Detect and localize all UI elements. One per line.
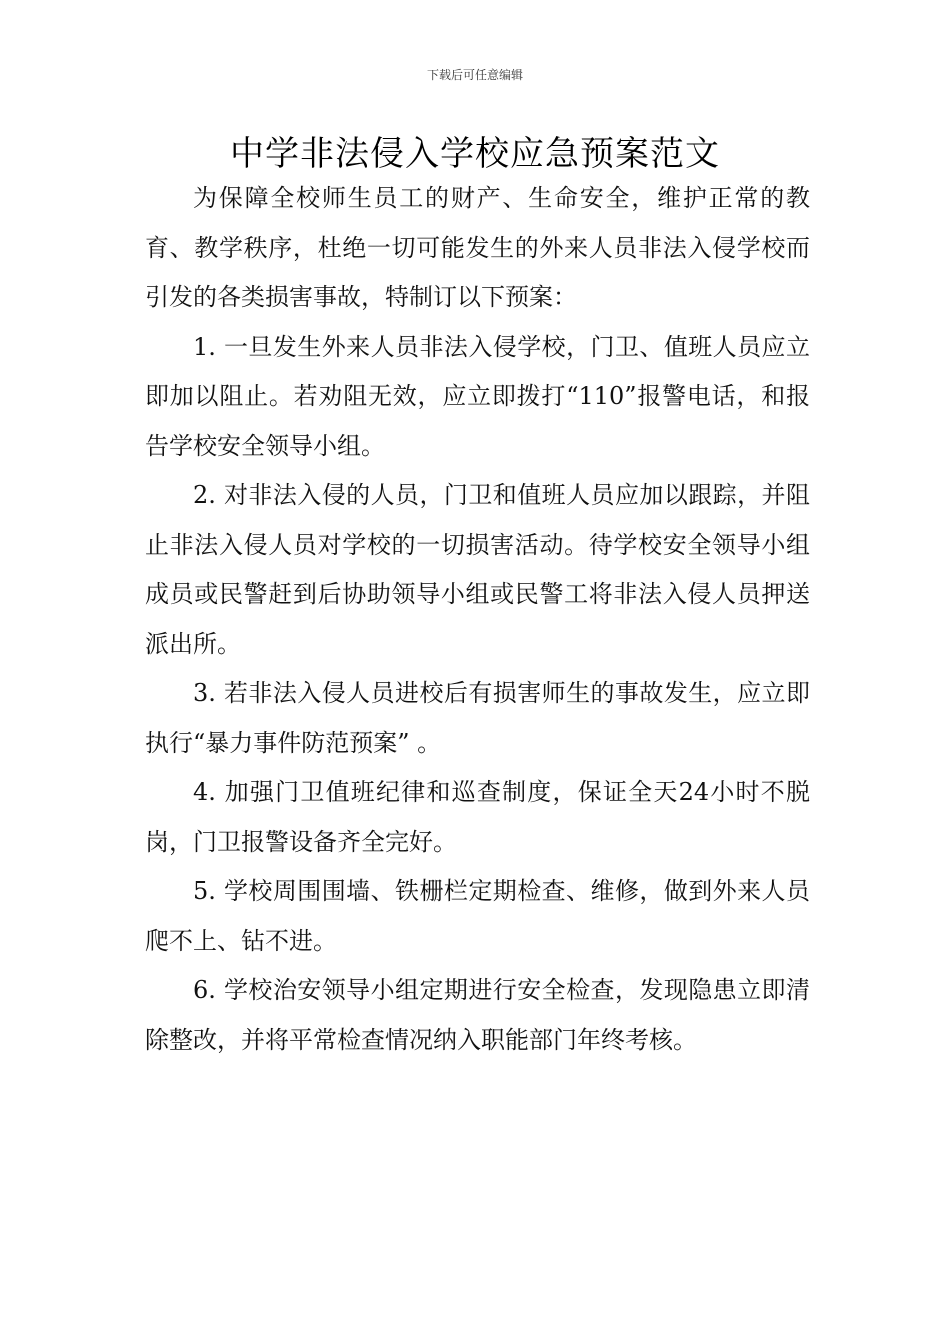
item-paragraph-1: 1. 一旦发生外来人员非法入侵学校，门卫、值班人员应立即加以阻止。若劝阻无效，应立即拨打“110”报警电话，和报告学校安全领导小组。: [145, 332, 810, 460]
item-paragraph-5: 5. 学校周围围墙、铁栅栏定期检查、维修，做到外来人员爬不上、钻不进。: [145, 877, 810, 955]
header-note: 下载后可任意编辑: [426, 68, 523, 82]
document-body: [145, 174, 810, 1065]
intro-paragraph: 为保障全校师生员工的财产、生命安全，维护正常的教育、教学秩序，杜绝一切可能发生的外来人员非法入侵学校而引发的各类损害事故，特制订以下预案：: [145, 184, 810, 311]
item-paragraph-4: 4. 加强门卫值班纪律和巡查制度，保证全天24小时不脱岗，门卫报警设备齐全完好。: [145, 778, 810, 856]
item-paragraph-6: 6. 学校治安领导小组定期进行安全检查，发现隐患立即清除整改，并将平常检查情况纳入职能部门年终考核。: [145, 976, 810, 1054]
item-paragraph-2: 2. 对非法入侵的人员，门卫和值班人员应加以跟踪，并阻止非法入侵人员对学校的一切损害活动。待学校安全领导小组成员或民警赶到后协助领导小组或民警工将非法入侵人员押送派出所。: [145, 481, 810, 658]
page-title: 中学非法侵入学校应急预案范文: [230, 134, 720, 174]
item-paragraph-3: 3. 若非法入侵人员进校后有损害师生的事故发生，应立即执行“暴力事件防范预案” 。: [145, 679, 810, 757]
